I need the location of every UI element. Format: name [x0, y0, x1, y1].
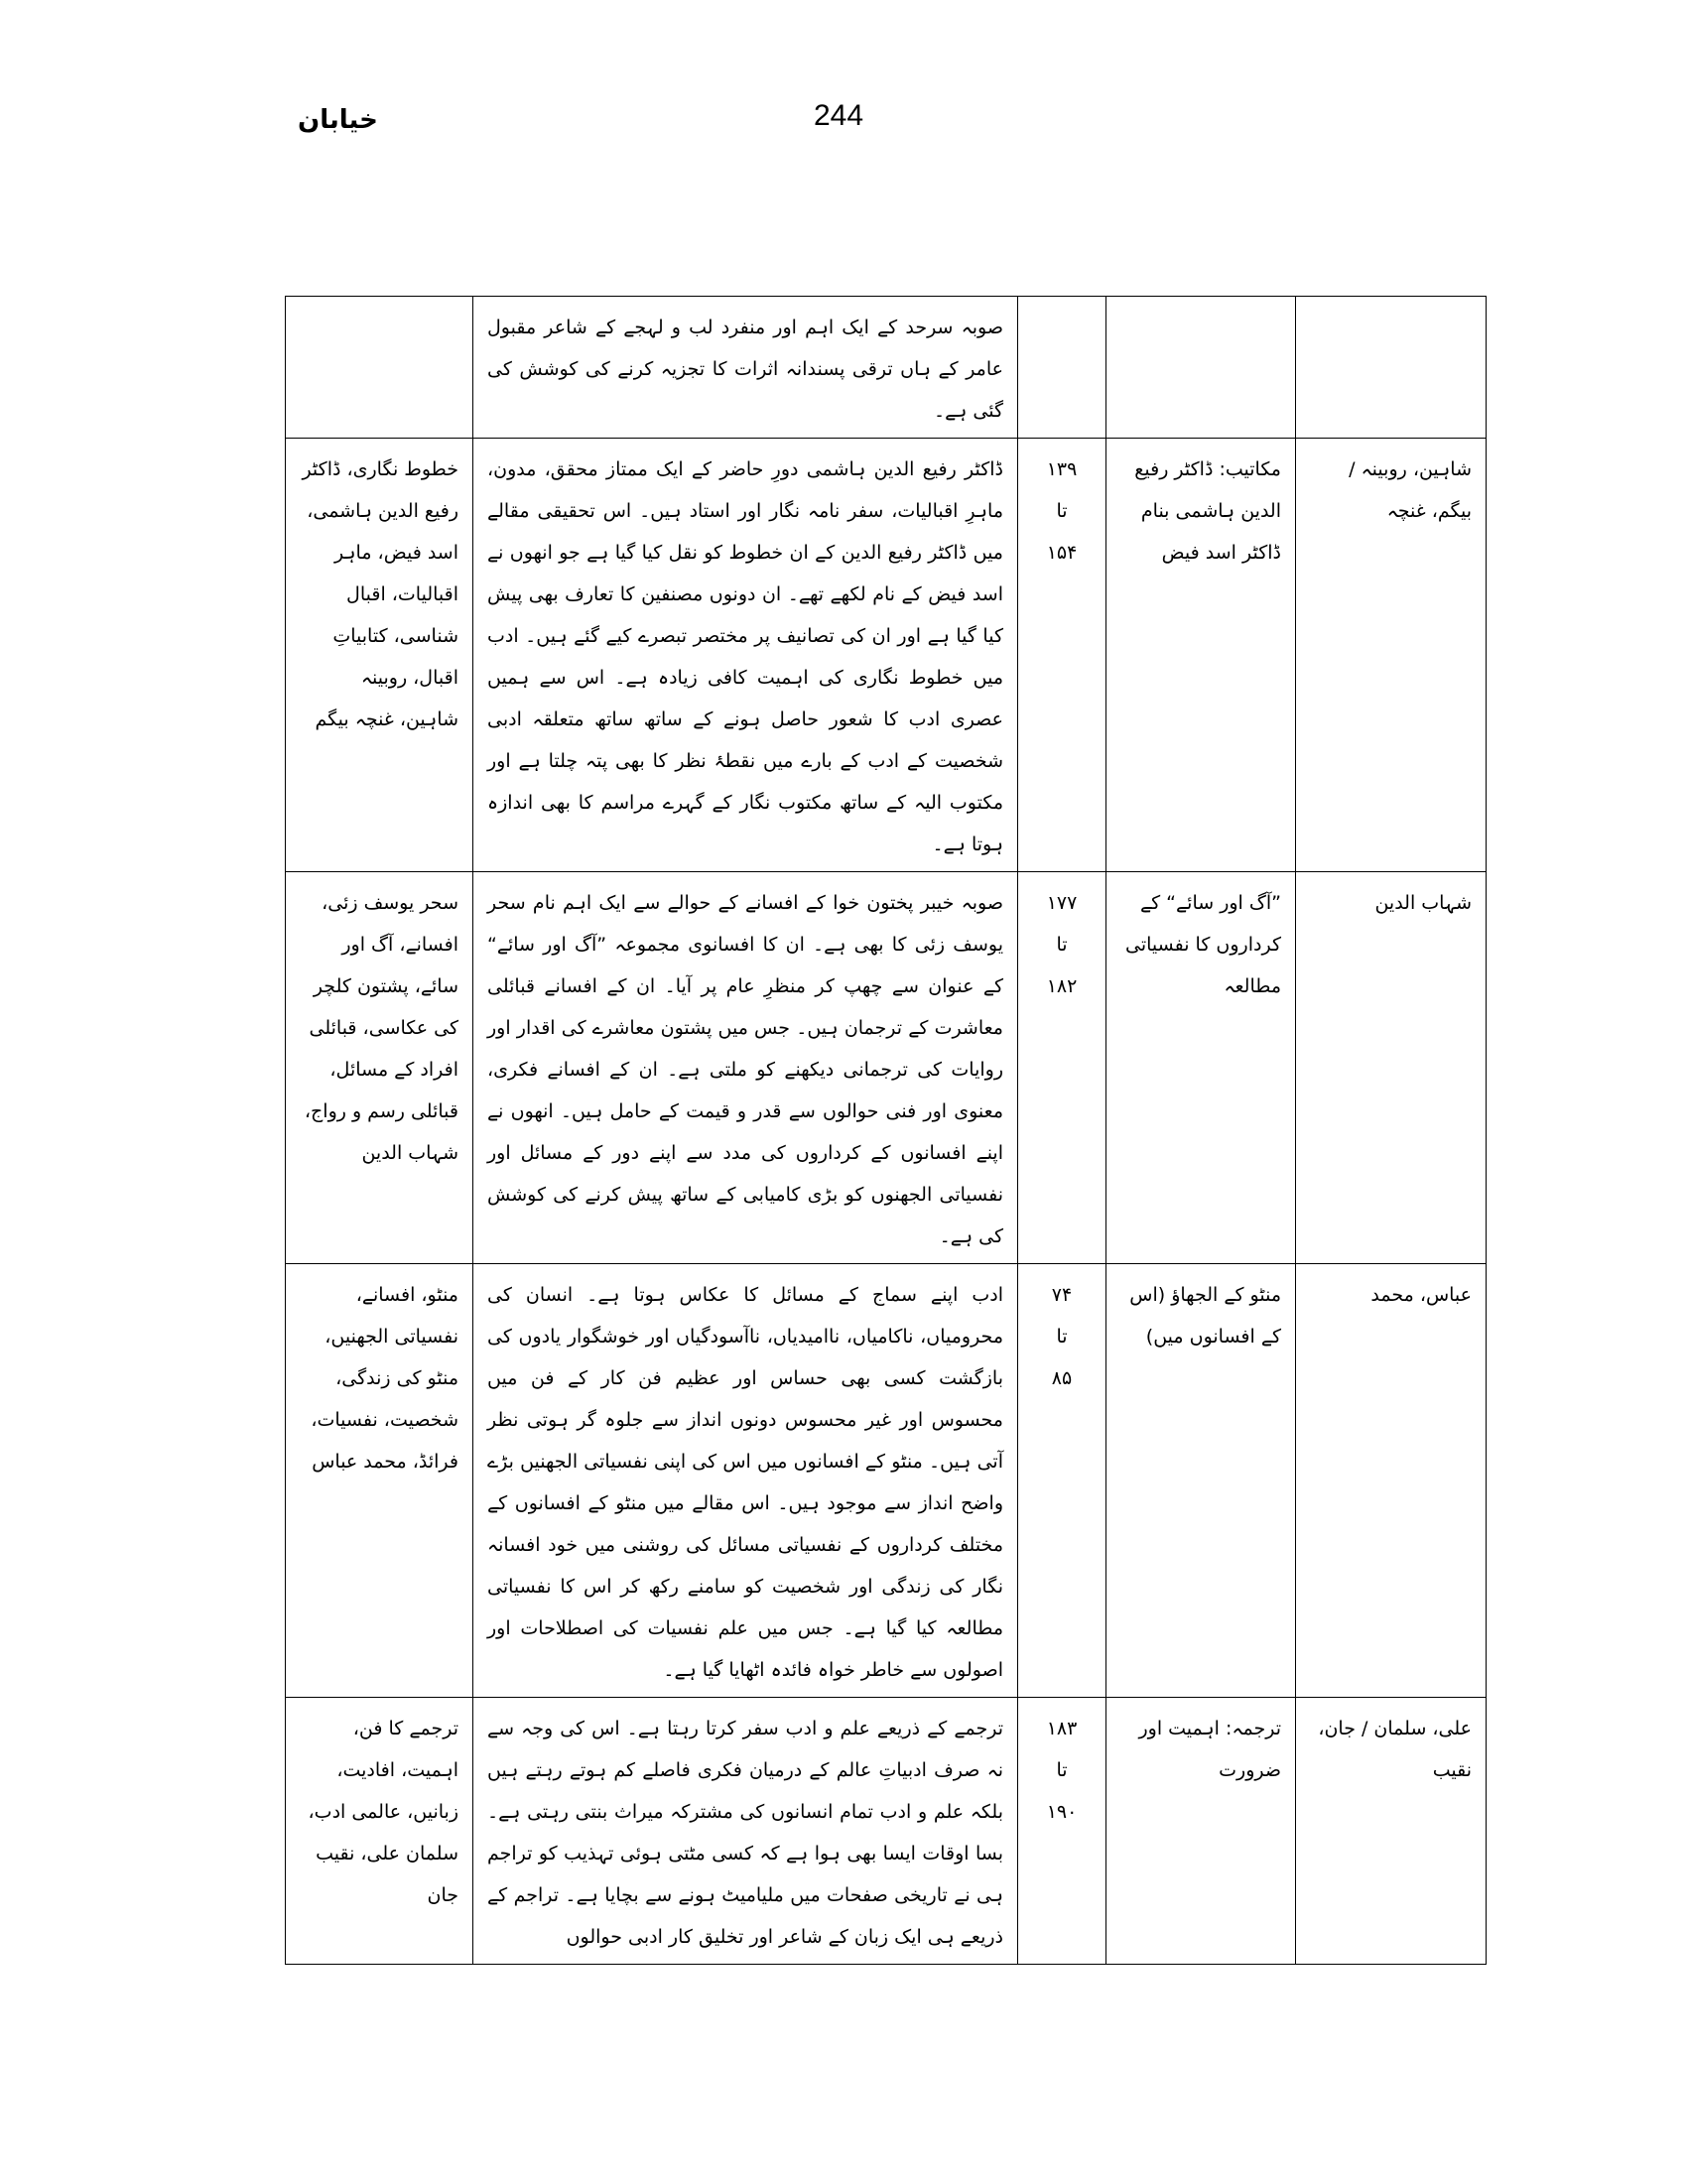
- author-cell: عباس، محمد: [1296, 1264, 1487, 1698]
- journal-title: خيابان: [298, 105, 378, 135]
- page-to-word: تا: [1056, 934, 1068, 956]
- page-number: 244: [813, 99, 864, 132]
- page-to: ۸۵: [1051, 1367, 1073, 1389]
- title-cell: مکاتیب: ڈاکٹر رفیع الدین ہاشمی بنام ڈاکٹر اسد فیض: [1106, 439, 1296, 872]
- page-to: ۱۹۰: [1046, 1801, 1078, 1823]
- page-from: ۷۴: [1051, 1284, 1073, 1306]
- pages-cell: [1018, 439, 1106, 872]
- author-cell: [1296, 297, 1487, 439]
- summary-cell: صوبہ خیبر پختون خوا کے افسانے کے حوالے سے ایک اہم نام سحر یوسف زئی کا بھی ہے۔ ان کا افسانوی مجموعہ ”آگ اور سائے“ کے عنوان سے چھپ کر منظرِ عام پر آیا۔ ان کے افسانے قبائلی معاشرت کے ترجمان ہیں۔ جس میں پشتون معاشرے کی اقدار اور روایات کی ترجمانی دیکھنے کو ملتی ہے۔ ان کے افسانے فکری، معنوی اور فنی حوالوں سے قدر و قیمت کے حامل ہیں۔ انھوں نے اپنے افسانوں کے کرداروں کی مدد سے اپنے دور کے مسائل اور نفسیاتی الجھنوں کو بڑی کامیابی کے ساتھ پیش کرنے کی کوشش کی ہے۔: [473, 872, 1018, 1264]
- keywords-cell: ترجمے کا فن، اہمیت، افادیت، زبانیں، عالمی ادب، سلمان علی، نقیب جان: [286, 1698, 473, 1965]
- author-cell: علی، سلمان / جان، نقیب: [1296, 1698, 1487, 1965]
- title-cell: ترجمہ: اہمیت اور ضرورت: [1106, 1698, 1296, 1965]
- table-row: [286, 439, 1487, 872]
- page-to-word: تا: [1056, 1326, 1068, 1348]
- keywords-cell: خطوط نگاری، ڈاکٹر رفیع الدین ہاشمی، اسد فیض، ماہر اقبالیات، اقبال شناسی، کتابیاتِ اقبال، روبینہ شاہین، غنچہ بیگم: [286, 439, 473, 872]
- page-to-word: تا: [1056, 500, 1068, 522]
- summary-cell: ادب اپنے سماج کے مسائل کا عکاس ہوتا ہے۔ انسان کی محرومیاں، ناکامیاں، ناامیدیاں، ناآسودگیاں اور خوشگوار یادوں کی بازگشت کسی بھی حساس اور عظیم فن کار کے فن میں محسوس اور غیر محسوس دونوں انداز سے جلوہ گر ہوتی نظر آتی ہیں۔ منٹو کے افسانوں میں اس کی اپنی نفسیاتی الجھنیں بڑے واضح انداز سے موجود ہیں۔ اس مقالے میں منٹو کے افسانوں کے مختلف کرداروں کے نفسیاتی مسائل کی روشنی میں خود افسانہ نگار کی زندگی اور شخصیت کو سامنے رکھ کر اس کا نفسیاتی مطالعہ کیا گیا ہے۔ جس میں علم نفسیات کی اصطلاحات اور اصولوں سے خاطر خواہ فائدہ اٹھایا گیا ہے۔: [473, 1264, 1018, 1698]
- author-cell: شہاب الدین: [1296, 872, 1487, 1264]
- page-to: ۱۵۴: [1046, 542, 1078, 564]
- keywords-cell: [286, 297, 473, 439]
- summary-cell: ترجمے کے ذریعے علم و ادب سفر کرتا رہتا ہے۔ اس کی وجہ سے نہ صرف ادبیاتِ عالم کے درمیان فکری فاصلے کم ہوتے رہتے ہیں بلکہ علم و ادب تمام انسانوں کی مشترکہ میراث بنتی رہتی ہے۔ بسا اوقات ایسا بھی ہوا ہے کہ کسی مٹتی ہوئی تہذیب کو تراجم ہی نے تاریخی صفحات میں ملیامیٹ ہونے سے بچایا ہے۔ تراجم کے ذریعے ہی ایک زبان کے شاعر اور تخلیق کار ادبی حوالوں: [473, 1698, 1018, 1965]
- article-index-table: [285, 296, 1487, 1965]
- pages-cell: [1018, 872, 1106, 1264]
- page-from: ۱۸۳: [1046, 1718, 1078, 1739]
- page-from: ۱۷۷: [1046, 892, 1078, 914]
- title-cell: منٹو کے الجھاؤ (اس کے افسانوں میں): [1106, 1264, 1296, 1698]
- table-row: [286, 1698, 1487, 1965]
- pages-cell: [1018, 1698, 1106, 1965]
- summary-cell: صوبہ سرحد کے ایک اہم اور منفرد لب و لہجے کے شاعر مقبول عامر کے ہاں ترقی پسندانہ اثرات کا تجزیہ کرنے کی کوشش کی گئی ہے۔: [473, 297, 1018, 439]
- pages-cell: [1018, 297, 1106, 439]
- page-from: ۱۳۹: [1046, 458, 1078, 480]
- keywords-cell: سحر یوسف زئی، افسانے، آگ اور سائے، پشتون کلچر کی عکاسی، قبائلی افراد کے مسائل، قبائلی رسم و رواج، شہاب الدین: [286, 872, 473, 1264]
- title-cell: [1106, 297, 1296, 439]
- table-row: [286, 1264, 1487, 1698]
- table-row: [286, 872, 1487, 1264]
- summary-cell: ڈاکٹر رفیع الدین ہاشمی دورِ حاضر کے ایک ممتاز محقق، مدون، ماہرِ اقبالیات، سفر نامہ نگار اور استاد ہیں۔ اس تحقیقی مقالے میں ڈاکٹر رفیع الدین کے ان خطوط کو نقل کیا گیا ہے جو انھوں نے اسد فیض کے نام لکھے تھے۔ ان دونوں مصنفین کا تعارف بھی پیش کیا گیا ہے اور ان کی تصانیف پر مختصر تبصرے کیے گئے ہیں۔ ادب میں خطوط نگاری کی اہمیت کافی زیادہ ہے۔ اس سے ہمیں عصری ادب کا شعور حاصل ہونے کے ساتھ ساتھ متعلقہ ادبی شخصیت کے ادب کے بارے میں نقطۂ نظر کا بھی پتہ چلتا ہے اور مکتوب الیہ کے ساتھ مکتوب نگار کے گہرے مراسم کا بھی اندازہ ہوتا ہے۔: [473, 439, 1018, 872]
- page-to-word: تا: [1056, 1759, 1068, 1781]
- title-cell: ”آگ اور سائے“ کے کرداروں کا نفسیاتی مطالعہ: [1106, 872, 1296, 1264]
- pages-cell: [1018, 1264, 1106, 1698]
- author-cell: شاہین، روبینہ / بیگم، غنچہ: [1296, 439, 1487, 872]
- table-row: [286, 297, 1487, 439]
- keywords-cell: منٹو، افسانے، نفسیاتی الجھنیں، منٹو کی زندگی، شخصیت، نفسیات، فرائڈ، محمد عباس: [286, 1264, 473, 1698]
- page-to: ۱۸۲: [1046, 975, 1078, 997]
